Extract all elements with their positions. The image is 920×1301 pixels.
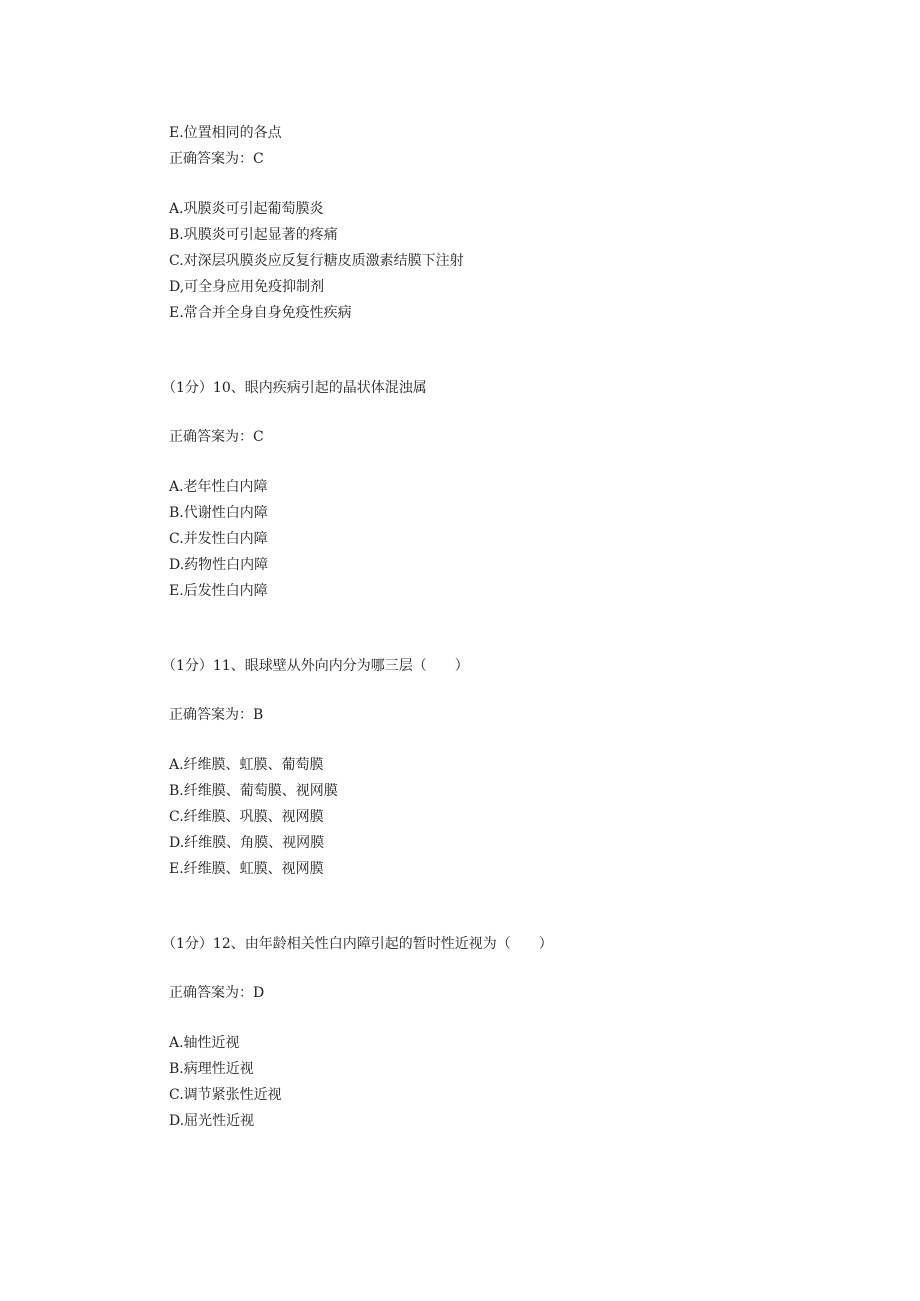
option-c: C.纤维膜、巩膜、视网膜 [169,809,324,825]
correct-answer: 正确答案为：D [169,985,265,1001]
option-a: A.轴性近视 [169,1035,240,1051]
option-b: B.巩膜炎可引起显著的疼痛 [169,227,338,243]
option-d: D.纤维膜、角膜、视网膜 [169,835,325,851]
option-b: B.病理性近视 [169,1061,254,1077]
option-c: C.对深层巩膜炎应反复行糖皮质激素结膜下注射 [169,253,464,269]
option-a: A.纤维膜、虹膜、葡萄膜 [169,757,324,773]
option-b: B.代谢性白内障 [169,505,268,521]
correct-answer: 正确答案为：C [169,429,264,445]
option-a: A.老年性白内障 [169,479,268,495]
question-title: （1分）12、由年龄相关性白内障引起的暂时性近视为（ ） [162,936,553,952]
option-c: C.并发性白内障 [169,531,268,547]
correct-answer: 正确答案为：B [169,707,264,723]
correct-answer: 正确答案为：C [169,151,264,167]
option-d: D.药物性白内障 [169,557,269,573]
option-e: E.纤维膜、虹膜、视网膜 [169,861,324,877]
option-a: A.巩膜炎可引起葡萄膜炎 [169,201,324,217]
option-e: E.常合并全身自身免疫性疾病 [169,305,352,321]
option-e: E.位置相同的各点 [169,125,282,141]
option-d: D,可全身应用免疫抑制剂 [169,279,325,295]
question-title: （1分）10、眼内疾病引起的晶状体混浊属 [162,380,427,396]
question-title: （1分）11、眼球壁从外向内分为哪三层（ ） [162,658,469,674]
option-e: E.后发性白内障 [169,583,268,599]
option-d: D.屈光性近视 [169,1113,255,1129]
option-b: B.纤维膜、葡萄膜、视网膜 [169,783,338,799]
option-c: C.调节紧张性近视 [169,1087,282,1103]
